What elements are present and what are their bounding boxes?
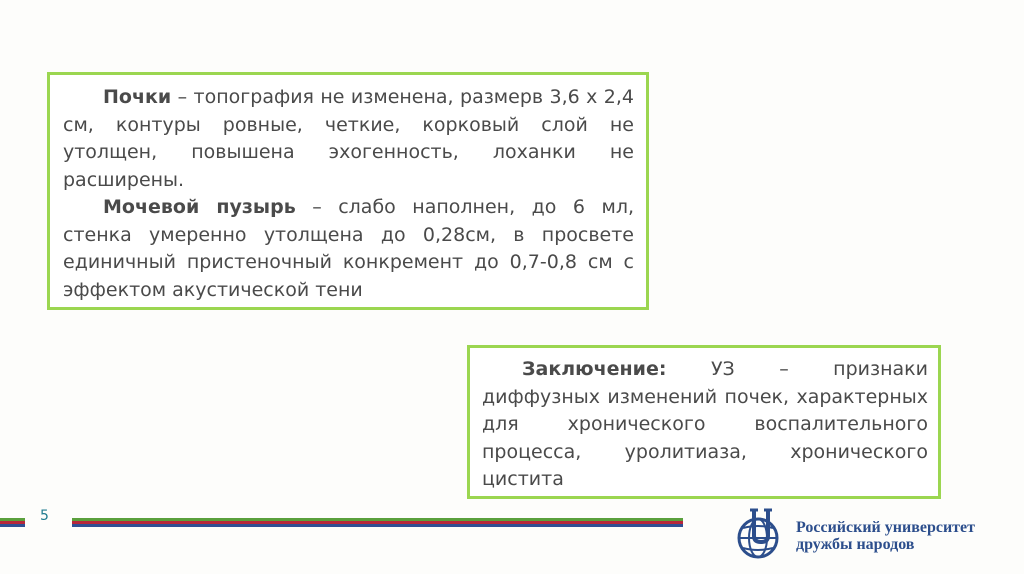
logo-line-2: дружбы народов bbox=[796, 536, 915, 553]
kidneys-paragraph bbox=[63, 84, 634, 194]
bladder-heading: Мочевой пузырь bbox=[103, 196, 296, 218]
globe-emblem-icon bbox=[734, 506, 790, 562]
bladder-text: – слабо наполнен, до 6 мл, стенка умеренно утолщена до 0,28см, в просвете единичный пристеночный конкремент до 0,7-0,8 см с эффектом акустической тени bbox=[63, 196, 635, 301]
logo-line-1: Российский университет bbox=[796, 519, 975, 536]
page-number: 5 bbox=[40, 508, 49, 524]
footer-stripes-right bbox=[72, 518, 683, 527]
conclusion-paragraph bbox=[482, 356, 928, 494]
logo-text bbox=[796, 519, 975, 553]
conclusion-heading: Заключение: bbox=[522, 358, 667, 380]
kidneys-heading: Почки bbox=[103, 86, 172, 108]
kidneys-text: – топография не изменена, размерв 3,6 х 2,4 см, контуры ровные, четкие, корковый слой не утолщен, повышена эхогенность, лоханки не расширены. bbox=[63, 86, 634, 191]
footer-stripes-left bbox=[0, 518, 25, 527]
bladder-paragraph bbox=[63, 194, 634, 304]
conclusion-box bbox=[467, 345, 941, 499]
findings-box bbox=[47, 72, 649, 310]
conclusion-text: УЗ – признаки диффузных изменений почек, характерных для хронического воспалительного процесса, уролитиаза, хронического цистита bbox=[482, 358, 928, 490]
university-logo bbox=[734, 506, 994, 564]
